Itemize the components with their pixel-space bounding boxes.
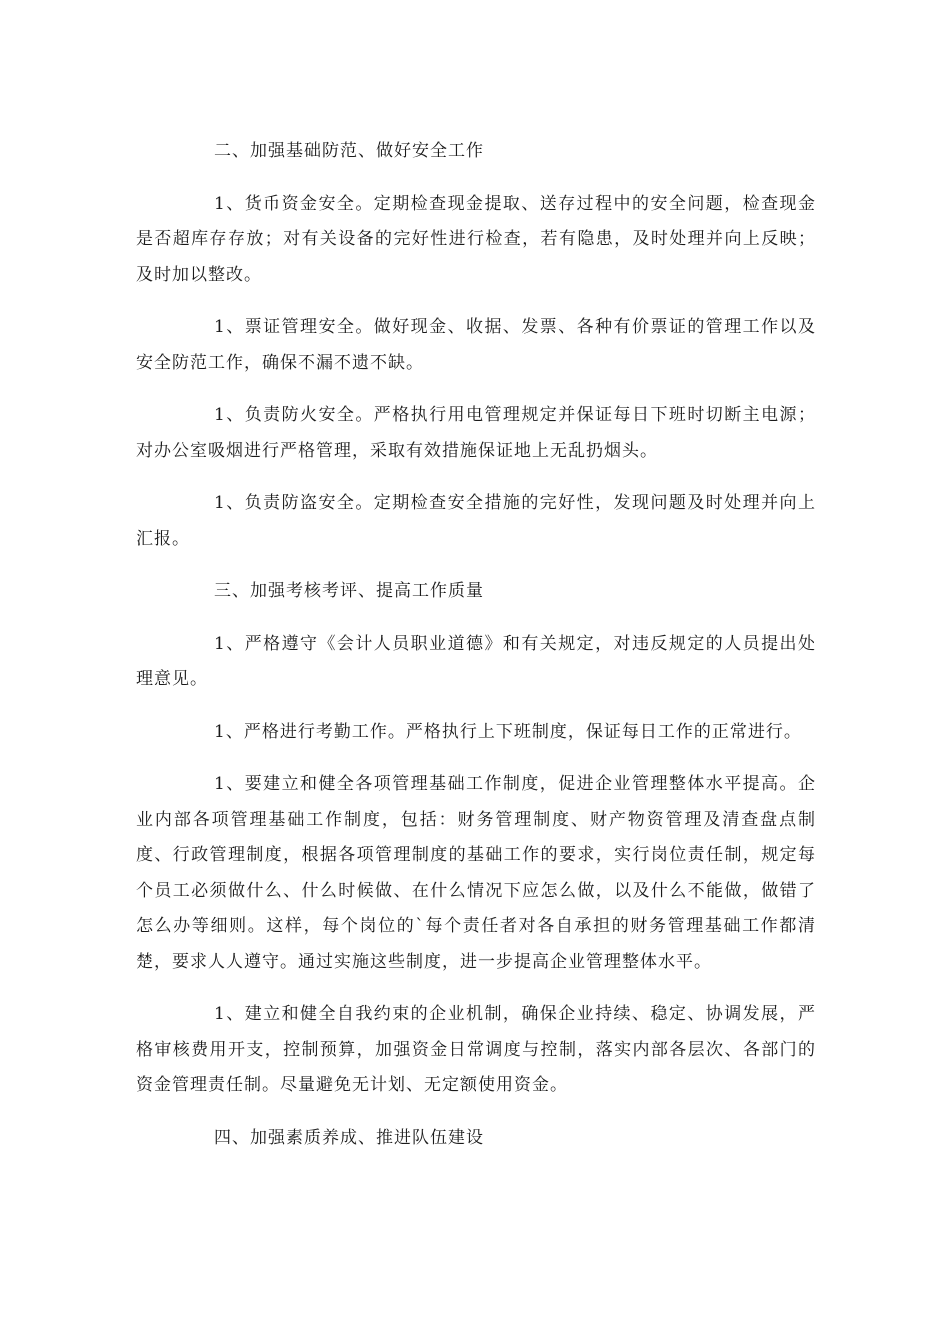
paragraph: 1、票证管理安全。做好现金、收据、发票、各种有价票证的管理工作以及安全防范工作，确保不漏不遗不缺。: [136, 317, 816, 373]
paragraph: 1、负责防火安全。严格执行用电管理规定并保证每日下班时切断主电源；对办公室吸烟进行严格管理，采取有效措施保证地上无乱扔烟头。: [136, 405, 816, 461]
section-heading: 三、加强考核考评、提高工作质量: [214, 581, 484, 601]
paragraph: 1、货币资金安全。定期检查现金提取、送存过程中的安全问题，检查现金是否超库存存放；对有关设备的完好性进行检查，若有隐患，及时处理并向上反映；及时加以整改。: [136, 193, 816, 285]
paragraph: 1、要建立和健全各项管理基础工作制度，促进企业管理整体水平提高。企业内部各项管理基础工作制度，包括：财务管理制度、财产物资管理及清查盘点制度、行政管理制度，根据各项管理制度的基础工作的要求，实行岗位责任制，规定每个员工必须做什么、什么时候做、在什么情况下应怎么做，以及什么不能做，做错了怎么办等细则。这样，每个岗位的`每个责任者对各自承担的财务管理基础工作都清楚，要求人人遵守。通过实施这些制度，进一步提高企业管理整体水平。: [136, 774, 816, 972]
document-body: [136, 134, 816, 1173]
paragraph: 1、严格遵守《会计人员职业道德》和有关规定，对违反规定的人员提出处理意见。: [136, 633, 816, 689]
section-heading: 四、加强素质养成、推进队伍建设: [214, 1127, 484, 1148]
section-heading: 二、加强基础防范、做好安全工作: [214, 141, 484, 161]
paragraph: 1、严格进行考勤工作。严格执行上下班制度，保证每日工作的正常进行。: [214, 721, 802, 742]
paragraph: 1、负责防盗安全。定期检查安全措施的完好性，发现问题及时处理并向上汇报。: [136, 493, 816, 549]
paragraph: 1、建立和健全自我约束的企业机制，确保企业持续、稳定、协调发展，严格审核费用开支，控制预算，加强资金日常调度与控制，落实内部各层次、各部门的资金管理责任制。尽量避免无计划、无定额使用资金。: [136, 1004, 816, 1095]
